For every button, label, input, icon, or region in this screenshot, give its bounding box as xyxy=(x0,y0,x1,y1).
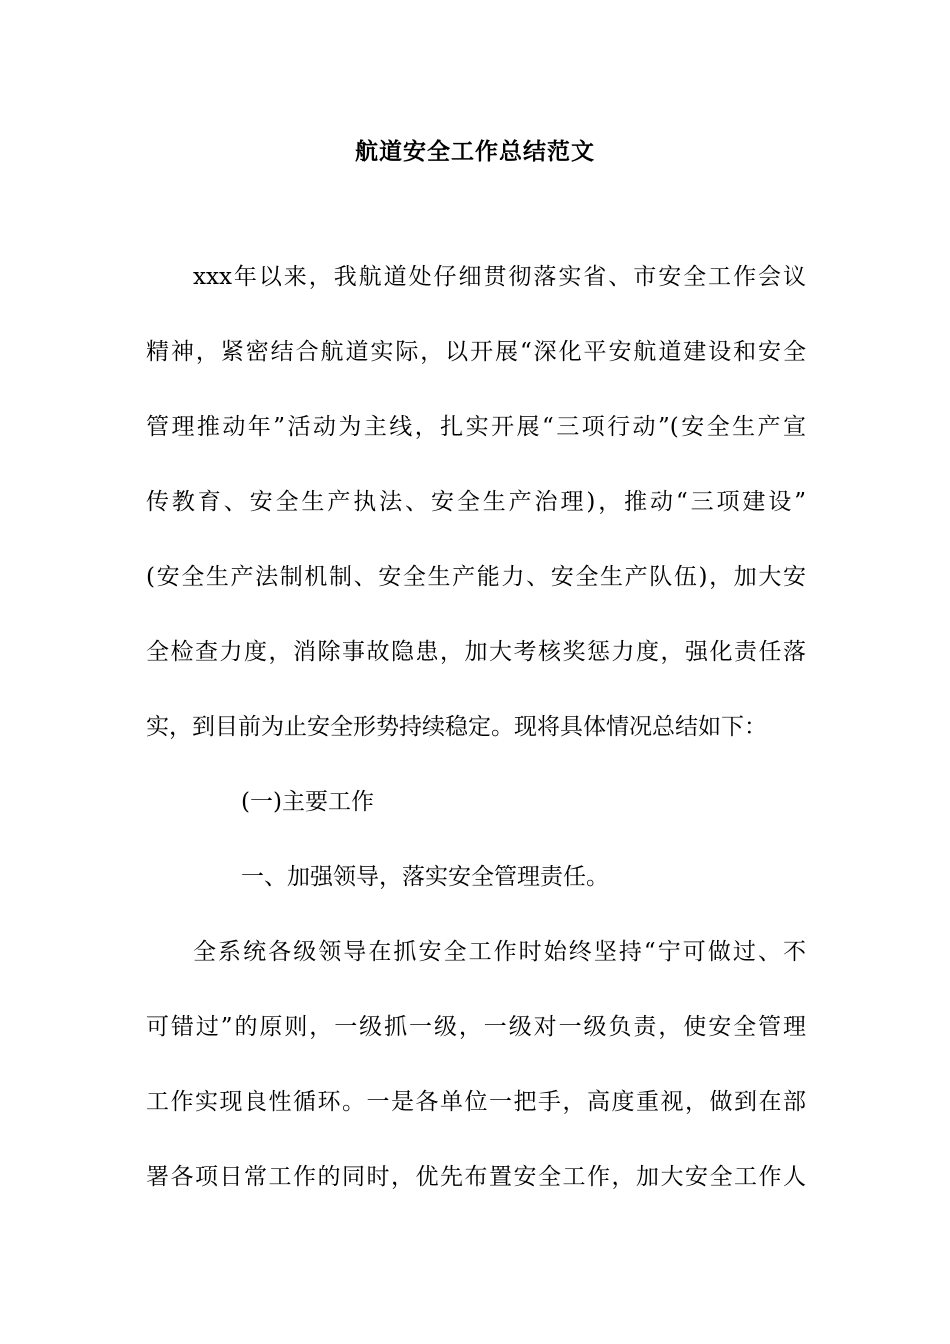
paragraph-line: xxx年以来，我航道处仔细贯彻落实省、市安全工作会议 xyxy=(193,264,806,290)
document-title: 航道安全工作总结范文 xyxy=(355,138,595,165)
paragraph-line: (安全生产法制机制、安全生产能力、安全生产队伍)，加大安 xyxy=(146,564,806,590)
subsection-heading: 一、加强领导，落实安全管理责任。 xyxy=(241,864,609,890)
paragraph-line: 全检查力度，消除事故隐患，加大考核奖惩力度，强化责任落 xyxy=(146,639,806,665)
paragraph-line: 工作实现良性循环。一是各单位一把手，高度重视，做到在部 xyxy=(146,1089,806,1115)
section-heading: (一)主要工作 xyxy=(241,789,374,815)
paragraph-line: 管理推动年”活动为主线，扎实开展“三项行动”(安全生产宣 xyxy=(146,414,806,440)
paragraph-line: 精神，紧密结合航道实际，以开展“深化平安航道建设和安全 xyxy=(146,339,806,365)
paragraph-line: 实，到目前为止安全形势持续稳定。现将具体情况总结如下： xyxy=(146,714,767,740)
paragraph-line: 传教育、安全生产执法、安全生产治理)，推动“三项建设” xyxy=(146,489,806,515)
paragraph-line: 全系统各级领导在抓安全工作时始终坚持“宁可做过、不 xyxy=(193,939,806,965)
paragraph-line: 署各项日常工作的同时，优先布置安全工作，加大安全工作人 xyxy=(146,1164,806,1190)
paragraph-line: 可错过”的原则，一级抓一级，一级对一级负责，使安全管理 xyxy=(146,1014,806,1040)
